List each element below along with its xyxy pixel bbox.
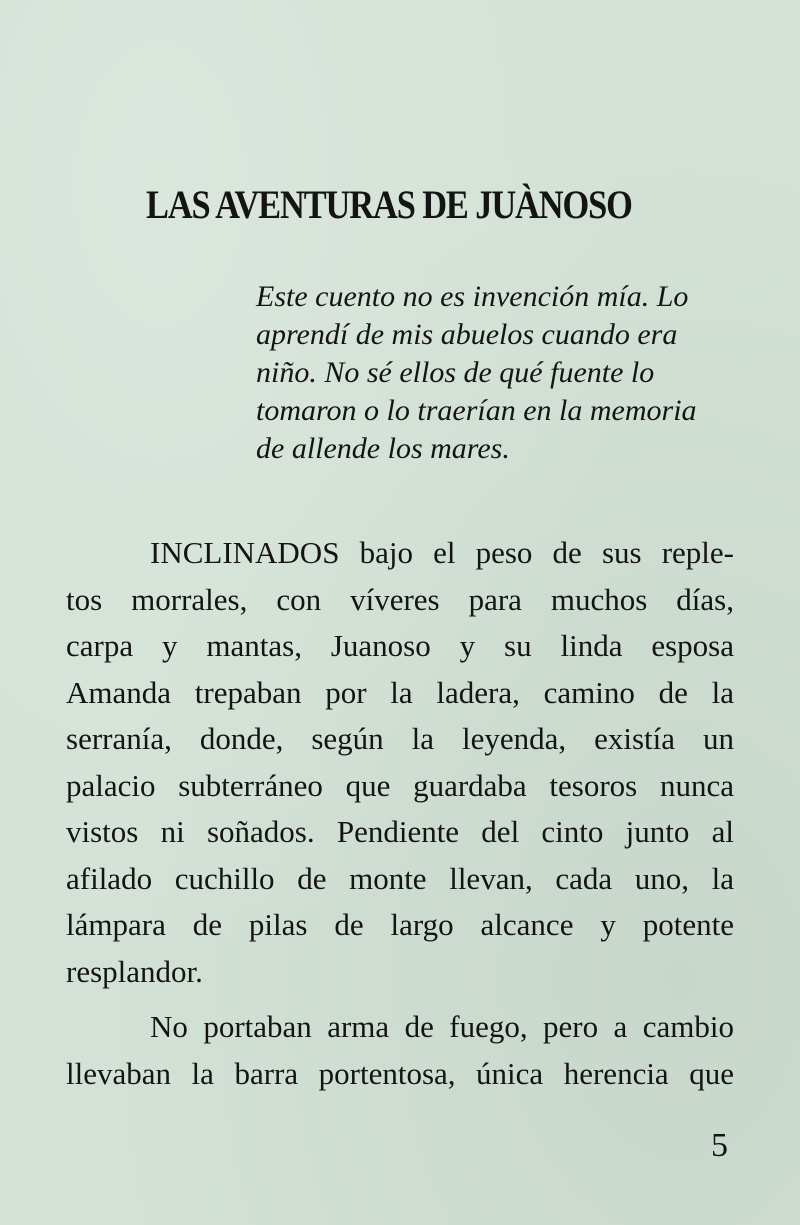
epigraph-line: aprendí de mis abuelos cuando era — [256, 318, 678, 351]
epigraph-line: Este cuento no es invención mía. Lo — [256, 280, 689, 313]
paragraph-line: INCLINADOS bajo el peso de sus reple- — [150, 535, 734, 570]
paragraph-line: carpa y mantas, Juanoso y su linda esposa — [66, 628, 734, 663]
paragraph-line: vistos ni soñados. Pendiente del cinto junto al — [66, 814, 734, 849]
paragraph-line: afilado cuchillo de monte llevan, cada uno, la — [66, 860, 734, 896]
page-number: 5 — [711, 1127, 728, 1164]
paragraph-line: tos morrales, con víveres para muchos días, — [66, 581, 734, 617]
paragraph-line: serranía, donde, según la leyenda, existía un — [66, 721, 734, 756]
paragraph-line: lámpara de pilas de largo alcance y potente — [66, 907, 734, 942]
chapter-title: LAS AVENTURAS DE JUÀNOSO — [146, 182, 632, 227]
paragraph-2 — [66, 1004, 734, 1097]
paragraph-line: palacio subterráneo que guardaba tesoros nunca — [66, 767, 734, 803]
paragraph-line: resplandor. — [66, 953, 203, 989]
paragraph-line: llevaban la barra portentosa, única herencia que — [66, 1055, 734, 1091]
epigraph-line: tomaron o lo traerían en la memoria — [256, 394, 697, 427]
paragraph-line: No portaban arma de fuego, pero a cambio — [150, 1009, 734, 1044]
epigraph-line: de allende los mares. — [256, 432, 510, 465]
paragraph-1 — [66, 530, 734, 995]
epigraph — [256, 278, 726, 468]
epigraph-line: niño. No sé ellos de qué fuente lo — [256, 356, 655, 389]
paragraph-line: Amanda trepaban por la ladera, camino de la — [66, 674, 734, 710]
